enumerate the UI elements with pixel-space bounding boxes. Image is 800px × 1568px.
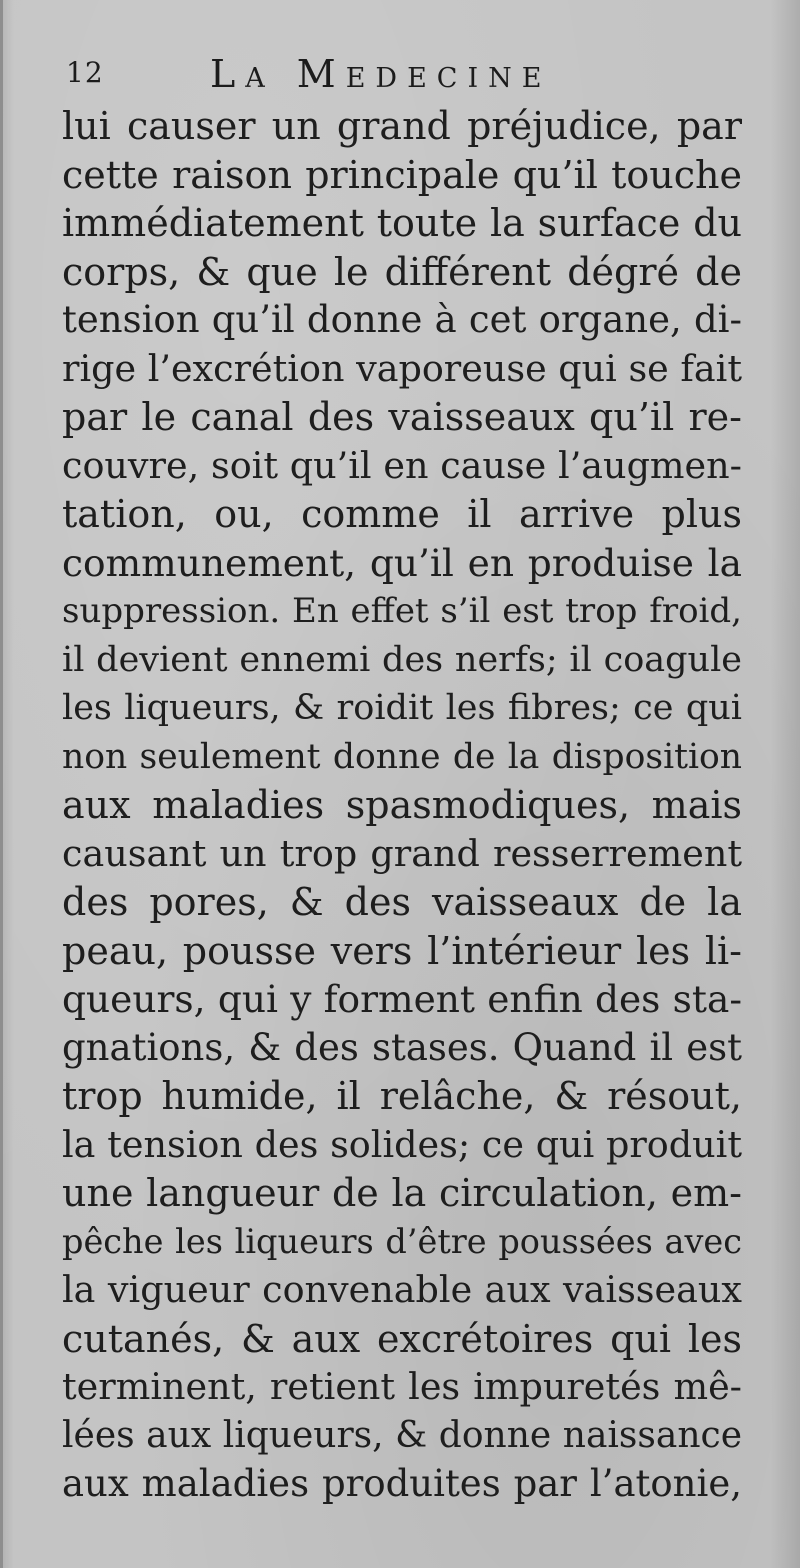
text-line: peau, pousse vers l’intérieur les li-: [62, 928, 742, 973]
text-line: aux maladies produites par l’atonie,: [62, 1462, 742, 1505]
text-line: rige l’excrétion vaporeuse qui se fait: [62, 346, 742, 390]
text-line: tation, ou, comme il arrive plus: [62, 492, 742, 536]
running-title: La Medecine: [210, 52, 552, 96]
text-line: il devient ennemi des nerfs; il coagule: [62, 639, 742, 680]
text-line: cutanés, & aux excrétoires qui les: [62, 1316, 742, 1361]
page-number: 12: [66, 56, 104, 89]
text-line: lées aux liqueurs, & donne naissance: [62, 1414, 742, 1456]
text-line: une langueur de la circulation, em-: [62, 1171, 742, 1215]
text-line: queurs, qui y forment enfin des sta-: [62, 977, 742, 1021]
text-line: les liqueurs, & roidit les fibres; ce qui: [62, 688, 742, 728]
text-line: la tension des solides; ce qui produit: [62, 1122, 742, 1166]
text-line: corps, & que le différent dégré de: [62, 249, 742, 294]
text-line: couvre, soit qu’il en cause l’augmen-: [62, 443, 742, 487]
text-line: non seulement donne de la disposition: [62, 736, 742, 777]
page-header: [62, 52, 742, 96]
text-line: communement, qu’il en produise la: [62, 540, 742, 585]
text-line: tension qu’il donne à cet organe, di-: [62, 298, 742, 341]
text-line: gnations, & des stases. Quand il est: [62, 1025, 742, 1069]
body-text: [62, 102, 742, 1509]
text-line: des pores, & des vaisseaux de la: [62, 880, 742, 924]
text-line: terminent, retient les impuretés mê-: [62, 1365, 742, 1408]
text-line: lui causer un grand préjudice, par: [62, 104, 742, 148]
text-line: causant un trop grand resserrement: [62, 831, 742, 875]
text-line: immédiatement toute la surface du: [62, 201, 742, 245]
text-line: aux maladies spasmodiques, mais: [62, 783, 742, 827]
text-line: suppression. En effet s’il est trop froid,: [62, 591, 742, 631]
text-line: cette raison principale qu’il touche: [62, 152, 742, 197]
text-line: trop humide, il relâche, & résout,: [62, 1074, 742, 1118]
text-line: la vigueur convenable aux vaisseaux: [62, 1268, 742, 1311]
text-line: par le canal des vaisseaux qu’il re-: [62, 395, 742, 439]
text-line: pêche les liqueurs d’être poussées avec: [62, 1221, 742, 1261]
